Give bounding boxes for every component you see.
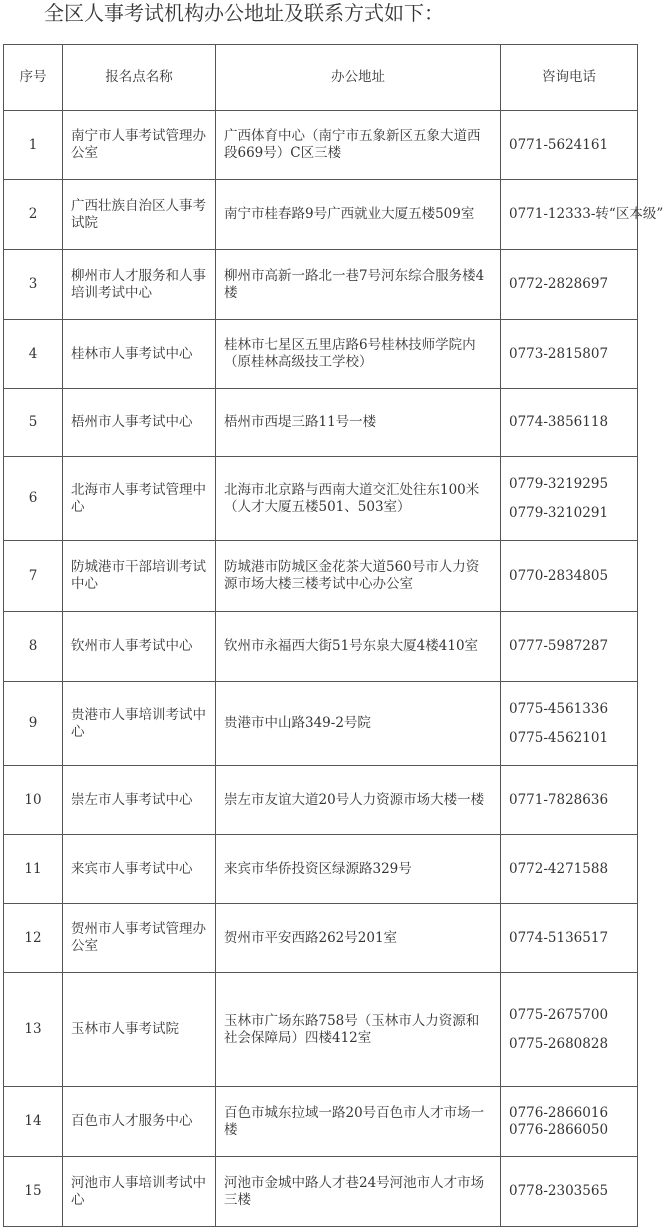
phone-number: 0779-3219295 xyxy=(509,475,609,492)
office-address: 桂林市七星区五里店路6号桂林技师学院内（原桂林高级技工学校） xyxy=(216,320,501,389)
row-number: 4 xyxy=(4,320,63,389)
table-row xyxy=(4,612,638,682)
office-address: 南宁市桂春路9号广西就业大厦五楼509室 xyxy=(216,180,501,250)
column-header-phone: 咨询电话 xyxy=(501,45,638,111)
office-name: 南宁市人事考试管理办公室 xyxy=(63,111,216,180)
phone-cell xyxy=(501,973,638,1087)
phone-number: 0775-4562101 xyxy=(509,729,609,746)
table-body xyxy=(4,111,663,1227)
row-number: 7 xyxy=(4,541,63,612)
phone-cell xyxy=(501,541,638,612)
table-row xyxy=(4,904,638,973)
phone-number: 0772-4271588 xyxy=(509,860,609,877)
phone-number: 0771-7828636 xyxy=(509,791,609,808)
office-name: 百色市人才服务中心 xyxy=(63,1087,216,1157)
office-name: 崇左市人事考试中心 xyxy=(63,766,216,835)
table-row xyxy=(4,320,638,389)
phone-cell xyxy=(501,389,638,457)
row-number: 13 xyxy=(4,973,63,1087)
phone-cell xyxy=(501,835,638,904)
row-number: 6 xyxy=(4,457,63,541)
office-name: 玉林市人事考试院 xyxy=(63,973,216,1087)
office-name: 贵港市人事培训考试中心 xyxy=(63,682,216,766)
office-address: 崇左市友谊大道20号人力资源市场大楼一楼 xyxy=(216,766,501,835)
phone-number: 0774-3856118 xyxy=(509,414,609,430)
office-address: 来宾市华侨投资区绿源路329号 xyxy=(216,835,501,904)
row-number: 14 xyxy=(4,1087,63,1157)
table-row xyxy=(4,1087,638,1157)
office-address: 钦州市永福西大街51号东泉大厦4楼410室 xyxy=(216,612,501,682)
row-number: 11 xyxy=(4,835,63,904)
table-row xyxy=(4,180,638,250)
phone-cell xyxy=(501,180,663,250)
phone-number: 0771-5624161 xyxy=(509,136,609,153)
office-name: 钦州市人事考试中心 xyxy=(63,612,216,682)
office-name: 桂林市人事考试中心 xyxy=(63,320,216,389)
table-row xyxy=(4,1157,638,1227)
phone-number: 0775-2675700 xyxy=(509,1006,609,1023)
column-header-address: 办公地址 xyxy=(216,45,501,111)
office-address: 梧州市西堤三路11号一楼 xyxy=(216,389,501,457)
office-address: 贵港市中山路349-2号院 xyxy=(216,682,501,766)
phone-number: 0772-2828697 xyxy=(509,276,609,292)
office-address: 柳州市高新一路北一巷7号河东综合服务楼4楼 xyxy=(216,250,501,320)
phone-number: 0770-2834805 xyxy=(509,567,609,584)
phone-number: 0779-3210291 xyxy=(509,504,609,521)
row-number: 2 xyxy=(4,180,63,250)
page-heading: 全区人事考试机构办公地址及联系方式如下： xyxy=(44,1,444,25)
row-number: 3 xyxy=(4,250,63,320)
phone-cell xyxy=(501,1087,638,1157)
office-address: 广西体育中心（南宁市五象新区五象大道西段669号）C区三楼 xyxy=(216,111,501,180)
phone-cell xyxy=(501,111,638,180)
table-row xyxy=(4,389,638,457)
office-address: 玉林市广场东路758号（玉林市人力资源和社会保障局）四楼412室 xyxy=(216,973,501,1087)
row-number: 15 xyxy=(4,1157,63,1227)
phone-cell xyxy=(501,320,638,389)
phone-number: 0775-2680828 xyxy=(509,1035,609,1052)
office-address: 河池市金城中路人才巷24号河池市人才市场三楼 xyxy=(216,1157,501,1227)
phone-number: 0773-2815807 xyxy=(509,345,609,362)
column-header-no: 序号 xyxy=(4,45,63,111)
phone-cell xyxy=(501,1157,638,1227)
office-address: 贺州市平安西路262号201室 xyxy=(216,904,501,973)
table-row xyxy=(4,541,638,612)
phone-cell xyxy=(501,682,638,766)
office-name: 北海市人事考试管理中心 xyxy=(63,457,216,541)
phone-number: 0774-5136517 xyxy=(509,929,609,946)
phone-number: 0776-2866050 xyxy=(509,1121,609,1138)
office-name: 防城港市干部培训考试中心 xyxy=(63,541,216,612)
office-name: 广西壮族自治区人事考试院 xyxy=(63,180,216,250)
office-name: 河池市人事培训考试中心 xyxy=(63,1157,216,1227)
table-header-row xyxy=(4,45,638,111)
office-name: 梧州市人事考试中心 xyxy=(63,389,216,457)
phone-cell xyxy=(501,457,638,541)
office-name: 柳州市人才服务和人事培训考试中心 xyxy=(63,250,216,320)
phone-number: 0776-2866016 xyxy=(509,1104,609,1121)
phone-cell xyxy=(501,904,638,973)
table-row xyxy=(4,835,638,904)
phone-number: 0771-12333-转“区本级” xyxy=(509,206,663,222)
office-address: 百色市城东拉域一路20号百色市人才市场一楼 xyxy=(216,1087,501,1157)
phone-number: 0778-2303565 xyxy=(509,1183,609,1199)
office-address: 防城港市防城区金花茶大道560号市人力资源市场大楼三楼考试中心办公室 xyxy=(216,541,501,612)
office-address: 北海市北京路与西南大道交汇处往东100米（人才大厦五楼501、503室） xyxy=(216,457,501,541)
table-row xyxy=(4,457,638,541)
table-row xyxy=(4,111,638,180)
table-row xyxy=(4,682,638,766)
table-row xyxy=(4,973,638,1087)
office-name: 来宾市人事考试中心 xyxy=(63,835,216,904)
phone-cell xyxy=(501,250,638,320)
table-row xyxy=(4,766,638,835)
office-name: 贺州市人事考试管理办公室 xyxy=(63,904,216,973)
row-number: 9 xyxy=(4,682,63,766)
phone-number: 0775-4561336 xyxy=(509,700,609,717)
contact-table xyxy=(3,44,663,1227)
phone-cell xyxy=(501,612,638,682)
phone-cell xyxy=(501,766,638,835)
row-number: 5 xyxy=(4,389,63,457)
row-number: 10 xyxy=(4,766,63,835)
row-number: 12 xyxy=(4,904,63,973)
row-number: 1 xyxy=(4,111,63,180)
phone-number: 0777-5987287 xyxy=(509,638,609,654)
row-number: 8 xyxy=(4,612,63,682)
table-row xyxy=(4,250,638,320)
column-header-name: 报名点名称 xyxy=(63,45,216,111)
